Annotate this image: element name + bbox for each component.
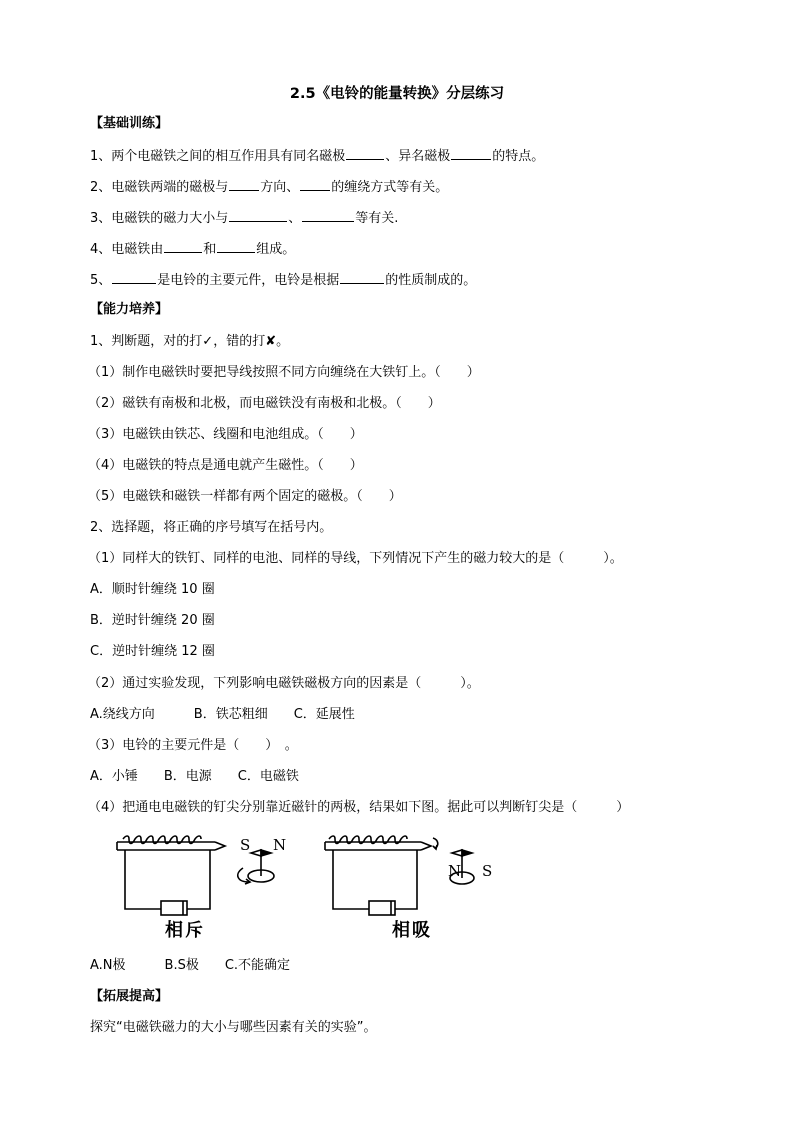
question-3-text-c: 等有关. [355,211,399,226]
cross-mark-icon: ✘ [265,334,277,349]
check-mark-icon: ✓ [202,334,214,349]
answer-blank[interactable] [302,208,354,222]
answer-blank[interactable] [300,177,330,191]
section-heading-ability: 【能力培养】 [90,302,169,317]
choice-question-2: （2）通过实验发现，下列影响电磁铁磁极方向的因素是（ ）。 [88,676,480,691]
question-2-text-b: 方向、 [260,180,300,195]
question-3 [90,208,398,228]
right-pole-n-label: N [448,862,462,880]
question-4-text-c: 组成。 [256,242,296,257]
choice-question-1: （1）同样大的铁钉、同样的电池、同样的导线，下列情况下产生的磁力较大的是（ ）。 [88,551,623,566]
judge-intro [90,333,289,351]
question-2-text-c: 的缠绕方式等有关。 [331,180,449,195]
spacer [440,830,445,835]
question-1-text-b: 、异名磁极 [385,149,451,164]
question-1 [90,146,544,166]
question-5 [90,270,476,290]
question-2-text-a: 2、电磁铁两端的磁极与 [90,180,229,195]
judge-item-4: （4）电磁铁的特点是通电就产生磁性。（ ） [88,458,363,473]
question-2 [90,177,448,197]
question-5-text-c: 的性质制成的。 [385,273,477,288]
choice-1-option-a: A．顺时针缠绕 10 圈 [90,582,215,597]
question-4-text-a: 4、电磁铁由 [90,242,164,257]
left-electromagnet-circuit [117,836,274,915]
right-caption: 相吸 [392,920,432,941]
choice-4-options: A.N极 B.S极 C.不能确定 [90,958,291,973]
question-5-text-b: 是电铃的主要元件，电铃是根据 [157,273,340,288]
right-electromagnet-circuit [325,836,445,915]
right-pole-s-label: S [482,862,493,880]
electromagnet-figure [115,830,445,942]
answer-blank[interactable] [229,208,287,222]
choice-question-3: （3）电铃的主要元件是（ ） 。 [88,738,298,753]
judge-item-2: （2）磁铁有南极和北极，而电磁铁没有南极和北极。（ ） [88,396,441,411]
choice-question-4: （4）把通电电磁铁的钉尖分别靠近磁针的两极，结果如下图。据此可以判断钉尖是（ ） [88,800,630,815]
answer-blank[interactable] [229,177,259,191]
section-heading-extension: 【拓展提高】 [90,989,169,1004]
explore-task: 探究“电磁铁磁力的大小与哪些因素有关的实验”。 [90,1020,377,1035]
answer-blank[interactable] [451,146,491,160]
question-3-text-b: 、 [288,211,302,226]
choice-1-option-b: B．逆时针缠绕 20 圈 [90,613,215,628]
judge-intro-mid: ，错的打 [213,334,266,349]
answer-blank[interactable] [164,239,202,253]
question-3-text-a: 3、电磁铁的磁力大小与 [90,211,229,226]
left-pole-s-label: S [240,836,251,854]
question-4 [90,239,295,259]
choice-2-options: A.绕线方向 B．铁芯粗细 C．延展性 [90,707,355,722]
choice-3-options: A．小锤 B．电源 C．电磁铁 [90,769,299,784]
left-caption: 相斥 [165,920,205,941]
answer-blank[interactable] [112,270,156,284]
judge-item-3: （3）电磁铁由铁芯、线圈和电池组成。（ ） [88,427,363,442]
answer-blank[interactable] [217,239,255,253]
answer-blank[interactable] [346,146,384,160]
judge-item-5: （5）电磁铁和磁铁一样都有两个固定的磁极。（ ） [88,489,402,504]
judge-intro-end: 。 [276,334,290,349]
choice-intro: 2、选择题，将正确的序号填写在括号内。 [90,520,333,535]
judge-item-1: （1）制作电磁铁时要把导线按照不同方向缠绕在大铁钉上。（ ） [88,365,480,380]
judge-intro-text: 1、判断题，对的打 [90,334,203,349]
question-5-text-a: 5、 [90,273,112,288]
question-1-text-a: 1、两个电磁铁之间的相互作用具有同名磁极 [90,149,346,164]
page-title: 2.5《电铃的能量转换》分层练习 [289,86,505,102]
section-heading-basic: 【基础训练】 [90,116,169,131]
question-4-text-b: 和 [203,242,217,257]
left-pole-n-label: N [273,836,287,854]
question-1-text-c: 的特点。 [492,149,545,164]
choice-1-option-c: C．逆时针缠绕 12 圈 [90,644,215,659]
answer-blank[interactable] [340,270,384,284]
